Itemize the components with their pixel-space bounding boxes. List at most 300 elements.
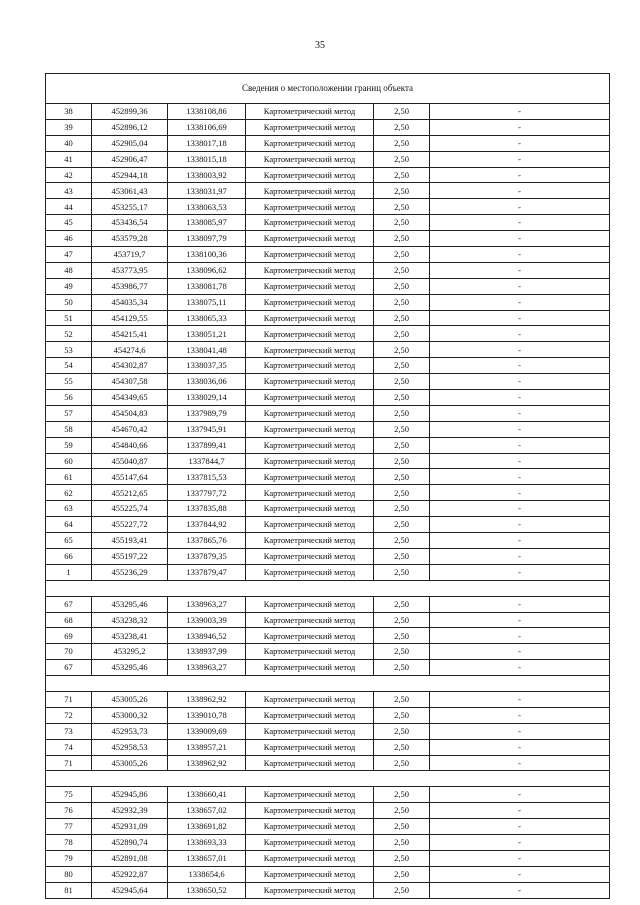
x-coordinate-cell: 454274,6	[92, 342, 168, 358]
table-row	[46, 596, 610, 612]
point-number-cell: 80	[46, 866, 92, 882]
y-coordinate-cell: 1338096,62	[168, 262, 246, 278]
x-coordinate-cell: 453000,32	[92, 707, 168, 723]
section-separator-cell	[46, 771, 610, 787]
y-coordinate-cell: 1338654,6	[168, 866, 246, 882]
description-cell: -	[430, 278, 610, 294]
x-coordinate-cell: 452896,12	[92, 119, 168, 135]
x-coordinate-cell: 455212,65	[92, 485, 168, 501]
x-coordinate-cell: 455040,87	[92, 453, 168, 469]
description-cell: -	[430, 866, 610, 882]
method-cell: Картометрический метод	[246, 469, 374, 485]
point-number-cell: 54	[46, 358, 92, 374]
description-cell: -	[430, 231, 610, 247]
accuracy-cell: 2,50	[374, 548, 430, 564]
method-cell: Картометрический метод	[246, 834, 374, 850]
method-cell: Картометрический метод	[246, 231, 374, 247]
table-row	[46, 787, 610, 803]
table-row	[46, 485, 610, 501]
accuracy-cell: 2,50	[374, 501, 430, 517]
table-row	[46, 215, 610, 231]
method-cell: Картометрический метод	[246, 723, 374, 739]
point-number-cell: 49	[46, 278, 92, 294]
accuracy-cell: 2,50	[374, 119, 430, 135]
method-cell: Картометрический метод	[246, 882, 374, 898]
point-number-cell: 62	[46, 485, 92, 501]
method-cell: Картометрический метод	[246, 739, 374, 755]
method-cell: Картометрический метод	[246, 644, 374, 660]
x-coordinate-cell: 452891,08	[92, 850, 168, 866]
description-cell: -	[430, 405, 610, 421]
description-cell: -	[430, 104, 610, 120]
point-number-cell: 63	[46, 501, 92, 517]
table-row	[46, 501, 610, 517]
x-coordinate-cell: 453295,2	[92, 644, 168, 660]
point-number-cell: 66	[46, 548, 92, 564]
method-cell: Картометрический метод	[246, 342, 374, 358]
x-coordinate-cell: 452944,18	[92, 167, 168, 183]
accuracy-cell: 2,50	[374, 247, 430, 263]
page-number: 35	[315, 40, 325, 51]
accuracy-cell: 2,50	[374, 612, 430, 628]
x-coordinate-cell: 453986,77	[92, 278, 168, 294]
table-row	[46, 183, 610, 199]
method-cell: Картометрический метод	[246, 262, 374, 278]
method-cell: Картометрический метод	[246, 691, 374, 707]
y-coordinate-cell: 1337945,91	[168, 421, 246, 437]
accuracy-cell: 2,50	[374, 294, 430, 310]
accuracy-cell: 2,50	[374, 135, 430, 151]
table-row	[46, 850, 610, 866]
description-cell: -	[430, 390, 610, 406]
point-number-cell: 1	[46, 564, 92, 580]
table-title: Сведения о местоположении границ объекта	[46, 74, 610, 104]
y-coordinate-cell: 1338650,52	[168, 882, 246, 898]
point-number-cell: 67	[46, 660, 92, 676]
point-number-cell: 61	[46, 469, 92, 485]
y-coordinate-cell: 1337899,41	[168, 437, 246, 453]
accuracy-cell: 2,50	[374, 151, 430, 167]
table-row	[46, 167, 610, 183]
x-coordinate-cell: 453238,41	[92, 628, 168, 644]
method-cell: Картометрический метод	[246, 501, 374, 517]
method-cell: Картометрический метод	[246, 564, 374, 580]
y-coordinate-cell: 1338946,52	[168, 628, 246, 644]
table-row	[46, 533, 610, 549]
y-coordinate-cell: 1338036,06	[168, 374, 246, 390]
description-cell: -	[430, 453, 610, 469]
table-row	[46, 390, 610, 406]
table-row	[46, 834, 610, 850]
method-cell: Картометрический метод	[246, 850, 374, 866]
description-cell: -	[430, 167, 610, 183]
point-number-cell: 71	[46, 755, 92, 771]
point-number-cell: 60	[46, 453, 92, 469]
description-cell: -	[430, 723, 610, 739]
y-coordinate-cell: 1338085,97	[168, 215, 246, 231]
accuracy-cell: 2,50	[374, 342, 430, 358]
method-cell: Картометрический метод	[246, 819, 374, 835]
y-coordinate-cell: 1338963,27	[168, 596, 246, 612]
x-coordinate-cell: 454840,66	[92, 437, 168, 453]
description-cell: -	[430, 517, 610, 533]
y-coordinate-cell: 1337815,53	[168, 469, 246, 485]
accuracy-cell: 2,50	[374, 231, 430, 247]
accuracy-cell: 2,50	[374, 628, 430, 644]
description-cell: -	[430, 691, 610, 707]
y-coordinate-cell: 1338097,79	[168, 231, 246, 247]
x-coordinate-cell: 453005,26	[92, 755, 168, 771]
method-cell: Картометрический метод	[246, 548, 374, 564]
x-coordinate-cell: 452906,47	[92, 151, 168, 167]
method-cell: Картометрический метод	[246, 390, 374, 406]
table-row	[46, 707, 610, 723]
description-cell: -	[430, 199, 610, 215]
y-coordinate-cell: 1338106,69	[168, 119, 246, 135]
x-coordinate-cell: 452932,39	[92, 803, 168, 819]
table-row	[46, 819, 610, 835]
table-row	[46, 660, 610, 676]
y-coordinate-cell: 1338015,18	[168, 151, 246, 167]
description-cell: -	[430, 533, 610, 549]
method-cell: Картометрический метод	[246, 326, 374, 342]
point-number-cell: 53	[46, 342, 92, 358]
description-cell: -	[430, 469, 610, 485]
description-cell: -	[430, 834, 610, 850]
description-cell: -	[430, 564, 610, 580]
accuracy-cell: 2,50	[374, 421, 430, 437]
accuracy-cell: 2,50	[374, 453, 430, 469]
point-number-cell: 51	[46, 310, 92, 326]
point-number-cell: 41	[46, 151, 92, 167]
table-row	[46, 405, 610, 421]
y-coordinate-cell: 1338003,92	[168, 167, 246, 183]
x-coordinate-cell: 454129,55	[92, 310, 168, 326]
accuracy-cell: 2,50	[374, 485, 430, 501]
accuracy-cell: 2,50	[374, 691, 430, 707]
point-number-cell: 39	[46, 119, 92, 135]
accuracy-cell: 2,50	[374, 755, 430, 771]
x-coordinate-cell: 453061,43	[92, 183, 168, 199]
description-cell: -	[430, 850, 610, 866]
table-row	[46, 310, 610, 326]
table-row	[46, 342, 610, 358]
accuracy-cell: 2,50	[374, 215, 430, 231]
y-coordinate-cell: 1337879,35	[168, 548, 246, 564]
x-coordinate-cell: 452953,73	[92, 723, 168, 739]
accuracy-cell: 2,50	[374, 199, 430, 215]
x-coordinate-cell: 452905,04	[92, 135, 168, 151]
y-coordinate-cell: 1337797,72	[168, 485, 246, 501]
method-cell: Картометрический метод	[246, 437, 374, 453]
table-row	[46, 453, 610, 469]
description-cell: -	[430, 421, 610, 437]
point-number-cell: 58	[46, 421, 92, 437]
method-cell: Картометрический метод	[246, 247, 374, 263]
y-coordinate-cell: 1338065,33	[168, 310, 246, 326]
x-coordinate-cell: 454215,41	[92, 326, 168, 342]
section-separator-row	[46, 676, 610, 692]
y-coordinate-cell: 1338100,36	[168, 247, 246, 263]
description-cell: -	[430, 707, 610, 723]
y-coordinate-cell: 1338657,02	[168, 803, 246, 819]
table-row	[46, 374, 610, 390]
x-coordinate-cell: 452931,09	[92, 819, 168, 835]
y-coordinate-cell: 1339010,78	[168, 707, 246, 723]
point-number-cell: 56	[46, 390, 92, 406]
point-number-cell: 65	[46, 533, 92, 549]
description-cell: -	[430, 294, 610, 310]
accuracy-cell: 2,50	[374, 310, 430, 326]
section-separator-cell	[46, 580, 610, 596]
section-separator-row	[46, 580, 610, 596]
accuracy-cell: 2,50	[374, 819, 430, 835]
y-coordinate-cell: 1338657,01	[168, 850, 246, 866]
x-coordinate-cell: 455193,41	[92, 533, 168, 549]
table-row	[46, 882, 610, 898]
point-number-cell: 40	[46, 135, 92, 151]
description-cell: -	[430, 628, 610, 644]
point-number-cell: 72	[46, 707, 92, 723]
description-cell: -	[430, 437, 610, 453]
description-cell: -	[430, 310, 610, 326]
method-cell: Картометрический метод	[246, 866, 374, 882]
accuracy-cell: 2,50	[374, 803, 430, 819]
table-row	[46, 628, 610, 644]
description-cell: -	[430, 247, 610, 263]
table-row	[46, 104, 610, 120]
accuracy-cell: 2,50	[374, 707, 430, 723]
point-number-cell: 48	[46, 262, 92, 278]
point-number-cell: 76	[46, 803, 92, 819]
method-cell: Картометрический метод	[246, 358, 374, 374]
point-number-cell: 57	[46, 405, 92, 421]
y-coordinate-cell: 1338075,11	[168, 294, 246, 310]
table-row	[46, 151, 610, 167]
method-cell: Картометрический метод	[246, 596, 374, 612]
y-coordinate-cell: 1338017,18	[168, 135, 246, 151]
table-row	[46, 294, 610, 310]
table-row	[46, 358, 610, 374]
description-cell: -	[430, 262, 610, 278]
y-coordinate-cell: 1338937,99	[168, 644, 246, 660]
x-coordinate-cell: 454504,83	[92, 405, 168, 421]
x-coordinate-cell: 455197,22	[92, 548, 168, 564]
description-cell: -	[430, 358, 610, 374]
method-cell: Картометрический метод	[246, 612, 374, 628]
x-coordinate-cell: 454670,42	[92, 421, 168, 437]
table-row	[46, 278, 610, 294]
accuracy-cell: 2,50	[374, 167, 430, 183]
x-coordinate-cell: 452945,86	[92, 787, 168, 803]
section-separator-cell	[46, 676, 610, 692]
y-coordinate-cell: 1338691,82	[168, 819, 246, 835]
description-cell: -	[430, 485, 610, 501]
accuracy-cell: 2,50	[374, 469, 430, 485]
x-coordinate-cell: 453005,26	[92, 691, 168, 707]
table-row	[46, 247, 610, 263]
accuracy-cell: 2,50	[374, 564, 430, 580]
y-coordinate-cell: 1339009,69	[168, 723, 246, 739]
accuracy-cell: 2,50	[374, 834, 430, 850]
description-cell: -	[430, 151, 610, 167]
y-coordinate-cell: 1337989,79	[168, 405, 246, 421]
method-cell: Картометрический метод	[246, 183, 374, 199]
table-row	[46, 119, 610, 135]
section-separator-row	[46, 771, 610, 787]
x-coordinate-cell: 454349,65	[92, 390, 168, 406]
description-cell: -	[430, 342, 610, 358]
table-row	[46, 437, 610, 453]
x-coordinate-cell: 452958,53	[92, 739, 168, 755]
y-coordinate-cell: 1337844,92	[168, 517, 246, 533]
accuracy-cell: 2,50	[374, 104, 430, 120]
table-row	[46, 564, 610, 580]
description-cell: -	[430, 501, 610, 517]
accuracy-cell: 2,50	[374, 787, 430, 803]
method-cell: Картометрический метод	[246, 660, 374, 676]
table-row	[46, 691, 610, 707]
description-cell: -	[430, 135, 610, 151]
point-number-cell: 75	[46, 787, 92, 803]
method-cell: Картометрический метод	[246, 453, 374, 469]
table-row	[46, 135, 610, 151]
x-coordinate-cell: 453579,28	[92, 231, 168, 247]
point-number-cell: 68	[46, 612, 92, 628]
x-coordinate-cell: 455236,29	[92, 564, 168, 580]
x-coordinate-cell: 452922,87	[92, 866, 168, 882]
accuracy-cell: 2,50	[374, 660, 430, 676]
accuracy-cell: 2,50	[374, 405, 430, 421]
description-cell: -	[430, 787, 610, 803]
description-cell: -	[430, 739, 610, 755]
table-row	[46, 755, 610, 771]
y-coordinate-cell: 1338957,21	[168, 739, 246, 755]
x-coordinate-cell: 453295,46	[92, 596, 168, 612]
method-cell: Картометрический метод	[246, 215, 374, 231]
description-cell: -	[430, 326, 610, 342]
accuracy-cell: 2,50	[374, 374, 430, 390]
method-cell: Картометрический метод	[246, 374, 374, 390]
description-cell: -	[430, 548, 610, 564]
point-number-cell: 46	[46, 231, 92, 247]
y-coordinate-cell: 1338029,14	[168, 390, 246, 406]
point-number-cell: 55	[46, 374, 92, 390]
x-coordinate-cell: 454307,58	[92, 374, 168, 390]
description-cell: -	[430, 644, 610, 660]
y-coordinate-cell: 1339003,39	[168, 612, 246, 628]
y-coordinate-cell: 1338963,27	[168, 660, 246, 676]
boundary-coordinates-table	[45, 73, 610, 899]
accuracy-cell: 2,50	[374, 739, 430, 755]
table-row	[46, 231, 610, 247]
method-cell: Картометрический метод	[246, 167, 374, 183]
table-row	[46, 421, 610, 437]
accuracy-cell: 2,50	[374, 533, 430, 549]
x-coordinate-cell: 455225,74	[92, 501, 168, 517]
y-coordinate-cell: 1338962,92	[168, 691, 246, 707]
point-number-cell: 38	[46, 104, 92, 120]
table-row	[46, 199, 610, 215]
x-coordinate-cell: 453719,7	[92, 247, 168, 263]
y-coordinate-cell: 1337844,7	[168, 453, 246, 469]
y-coordinate-cell: 1338063,53	[168, 199, 246, 215]
x-coordinate-cell: 453295,46	[92, 660, 168, 676]
x-coordinate-cell: 455147,64	[92, 469, 168, 485]
accuracy-cell: 2,50	[374, 850, 430, 866]
accuracy-cell: 2,50	[374, 326, 430, 342]
y-coordinate-cell: 1338081,78	[168, 278, 246, 294]
method-cell: Картометрический метод	[246, 787, 374, 803]
method-cell: Картометрический метод	[246, 533, 374, 549]
x-coordinate-cell: 452890,74	[92, 834, 168, 850]
method-cell: Картометрический метод	[246, 517, 374, 533]
accuracy-cell: 2,50	[374, 517, 430, 533]
point-number-cell: 81	[46, 882, 92, 898]
description-cell: -	[430, 215, 610, 231]
point-number-cell: 67	[46, 596, 92, 612]
point-number-cell: 69	[46, 628, 92, 644]
point-number-cell: 42	[46, 167, 92, 183]
y-coordinate-cell: 1338041,48	[168, 342, 246, 358]
method-cell: Картометрический метод	[246, 278, 374, 294]
x-coordinate-cell: 453238,32	[92, 612, 168, 628]
accuracy-cell: 2,50	[374, 437, 430, 453]
method-cell: Картометрический метод	[246, 104, 374, 120]
table-row	[46, 739, 610, 755]
description-cell: -	[430, 660, 610, 676]
method-cell: Картометрический метод	[246, 405, 374, 421]
method-cell: Картометрический метод	[246, 755, 374, 771]
method-cell: Картометрический метод	[246, 135, 374, 151]
point-number-cell: 50	[46, 294, 92, 310]
x-coordinate-cell: 455227,72	[92, 517, 168, 533]
y-coordinate-cell: 1338051,21	[168, 326, 246, 342]
point-number-cell: 78	[46, 834, 92, 850]
table-row	[46, 548, 610, 564]
point-number-cell: 45	[46, 215, 92, 231]
y-coordinate-cell: 1337879,47	[168, 564, 246, 580]
x-coordinate-cell: 452945,64	[92, 882, 168, 898]
point-number-cell: 70	[46, 644, 92, 660]
y-coordinate-cell: 1338962,92	[168, 755, 246, 771]
method-cell: Картометрический метод	[246, 119, 374, 135]
point-number-cell: 52	[46, 326, 92, 342]
method-cell: Картометрический метод	[246, 310, 374, 326]
description-cell: -	[430, 882, 610, 898]
description-cell: -	[430, 119, 610, 135]
table-row	[46, 803, 610, 819]
point-number-cell: 59	[46, 437, 92, 453]
y-coordinate-cell: 1337865,76	[168, 533, 246, 549]
method-cell: Картометрический метод	[246, 421, 374, 437]
point-number-cell: 43	[46, 183, 92, 199]
description-cell: -	[430, 183, 610, 199]
description-cell: -	[430, 596, 610, 612]
x-coordinate-cell: 454302,87	[92, 358, 168, 374]
accuracy-cell: 2,50	[374, 390, 430, 406]
point-number-cell: 44	[46, 199, 92, 215]
y-coordinate-cell: 1337835,88	[168, 501, 246, 517]
x-coordinate-cell: 453773,95	[92, 262, 168, 278]
method-cell: Картометрический метод	[246, 485, 374, 501]
table-row	[46, 469, 610, 485]
method-cell: Картометрический метод	[246, 803, 374, 819]
description-cell: -	[430, 612, 610, 628]
accuracy-cell: 2,50	[374, 358, 430, 374]
table-row	[46, 644, 610, 660]
method-cell: Картометрический метод	[246, 294, 374, 310]
